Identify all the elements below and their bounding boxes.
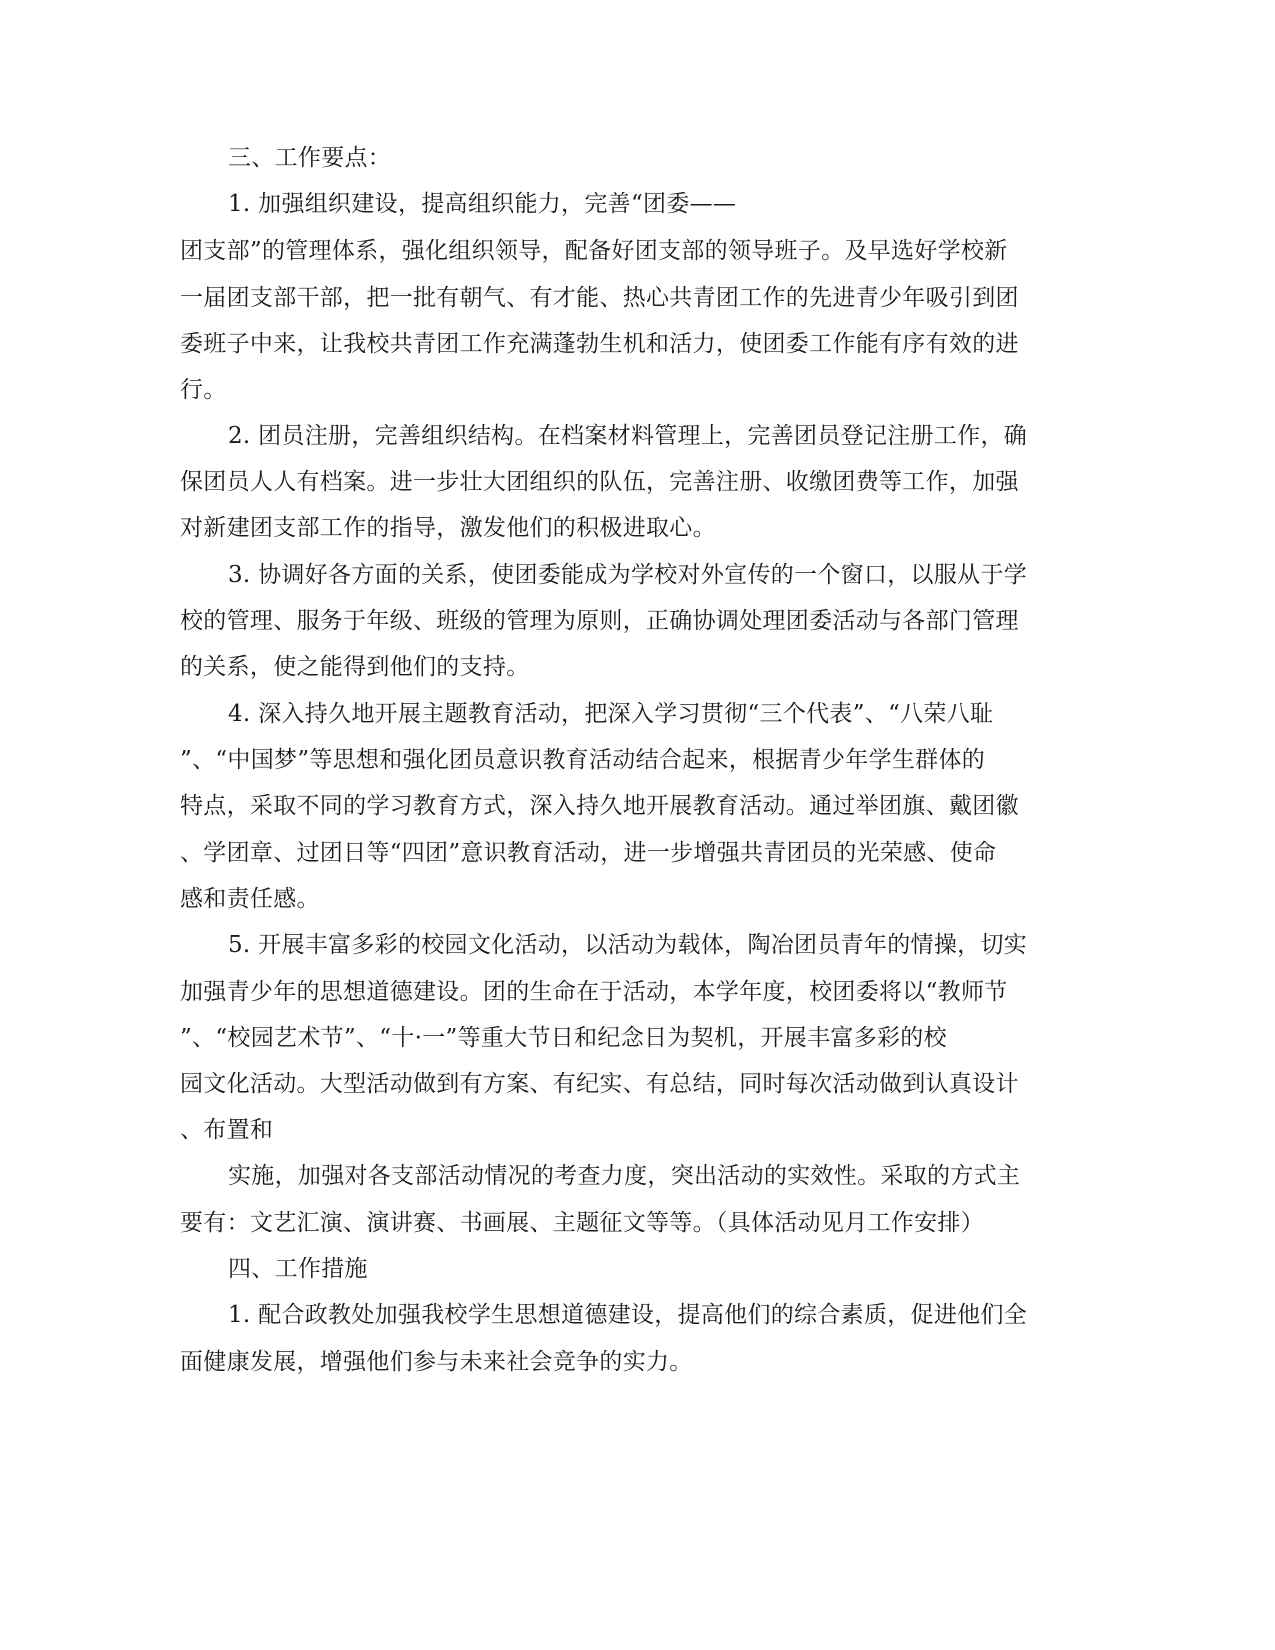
paragraph-line: 的关系，使之能得到他们的支持。	[180, 654, 530, 680]
paragraph-line: 加强青少年的思想道德建设。团的生命在于活动，本学年度，校团委将以“教师节	[180, 979, 1008, 1005]
paragraph-line: 面健康发展，增强他们参与未来社会竞争的实力。	[180, 1349, 693, 1375]
paragraph-line: 、学团章、过团日等“四团”意识教育活动，进一步增强共青团员的光荣感、使命	[180, 840, 997, 866]
section-heading-work-points: 三、工作要点：	[228, 145, 392, 171]
paragraph-line: 3. 协调好各方面的关系，使团委能成为学校对外宣传的一个窗口，以服从于学	[228, 562, 1028, 588]
paragraph-line: 1. 加强组织建设，提高组织能力，完善“团委——	[228, 191, 737, 217]
paragraph-line: 一届团支部干部，把一批有朝气、有才能、热心共青团工作的先进青少年吸引到团	[180, 285, 1019, 311]
paragraph-line: 4. 深入持久地开展主题教育活动，把深入学习贯彻“三个代表”、“八荣八耻	[228, 701, 994, 727]
paragraph-line: 保团员人人有档案。进一步壮大团组织的队伍，完善注册、收缴团费等工作，加强	[180, 469, 1019, 495]
paragraph-line: 5. 开展丰富多彩的校园文化活动，以活动为载体，陶冶团员青年的情操，切实	[228, 932, 1028, 958]
paragraph-line: 2. 团员注册，完善组织结构。在档案材料管理上，完善团员登记注册工作，确	[228, 423, 1028, 449]
paragraph-line: 团支部”的管理体系，强化组织领导，配备好团支部的领导班子。及早选好学校新	[180, 238, 1008, 264]
paragraph-line: ”、“校园艺术节”、“十·一”等重大节日和纪念日为契机，开展丰富多彩的校	[180, 1025, 947, 1051]
paragraph-line: 、布置和	[180, 1117, 274, 1143]
paragraph-line: 感和责任感。	[180, 886, 320, 912]
paragraph-line: 委班子中来，让我校共青团工作充满蓬勃生机和活力，使团委工作能有序有效的进	[180, 331, 1019, 357]
paragraph-line: 特点，采取不同的学习教育方式，深入持久地开展教育活动。通过举团旗、戴团徽	[180, 793, 1019, 819]
paragraph-line: 园文化活动。大型活动做到有方案、有纪实、有总结，同时每次活动做到认真设计	[180, 1071, 1019, 1097]
section-heading-work-measures: 四、工作措施	[228, 1256, 368, 1282]
paragraph-line: ”、“中国梦”等思想和强化团员意识教育活动结合起来，根据青少年学生群体的	[180, 747, 986, 773]
paragraph-line: 校的管理、服务于年级、班级的管理为原则，正确协调处理团委活动与各部门管理	[180, 608, 1019, 634]
paragraph-line: 行。	[180, 377, 227, 403]
paragraph-line: 要有：文艺汇演、演讲赛、书画展、主题征文等等。（具体活动见月工作安排）	[180, 1210, 984, 1236]
paragraph-line: 1. 配合政教处加强我校学生思想道德建设，提高他们的综合素质，促进他们全	[228, 1302, 1028, 1328]
paragraph-line: 对新建团支部工作的指导，激发他们的积极进取心。	[180, 515, 716, 541]
paragraph-line: 实施，加强对各支部活动情况的考查力度，突出活动的实效性。采取的方式主	[228, 1163, 1021, 1189]
